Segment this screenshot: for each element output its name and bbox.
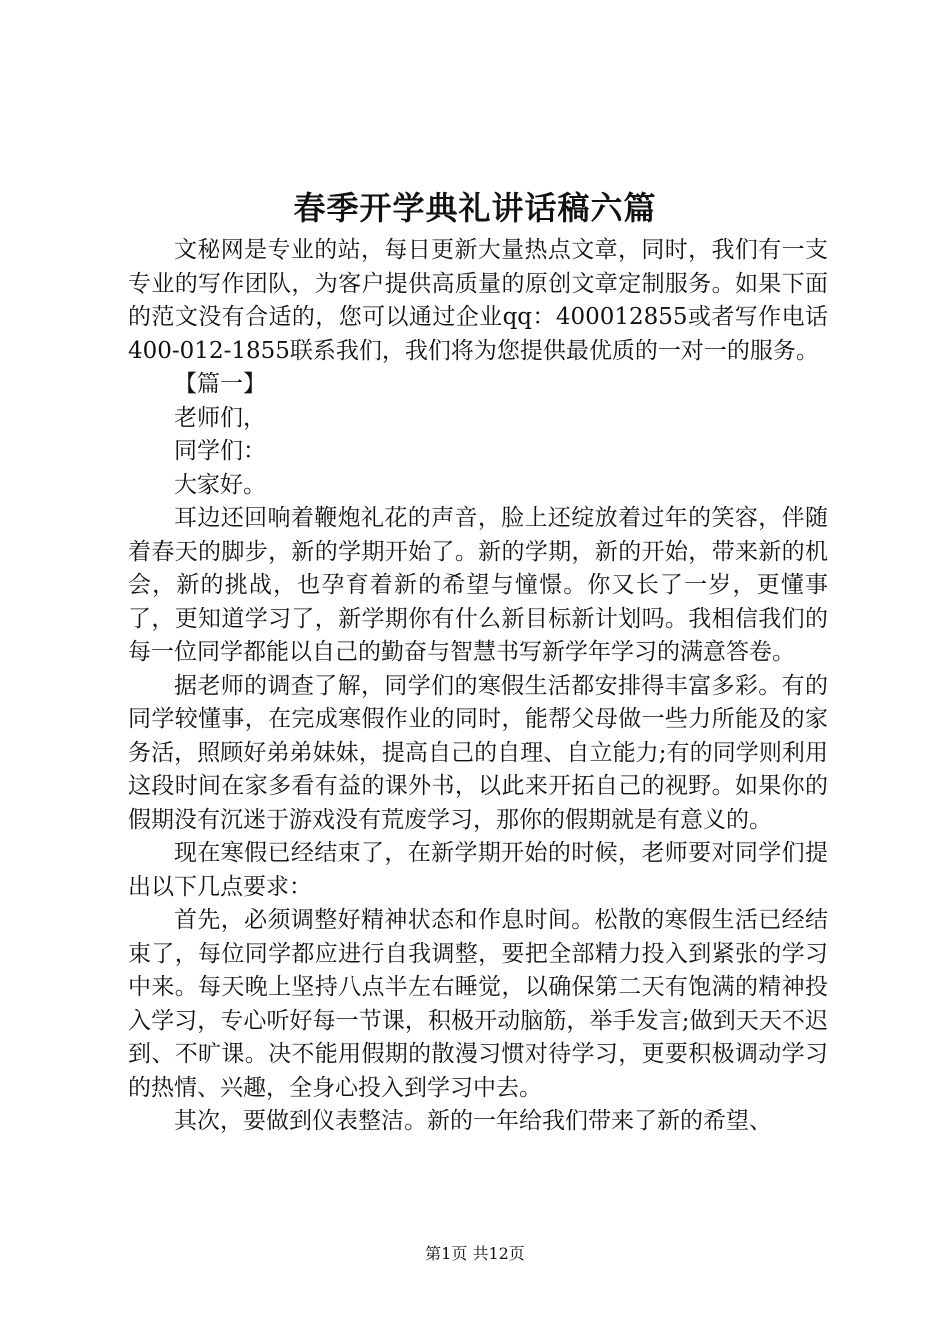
document-title: 春季开学典礼讲话稿六篇	[293, 189, 657, 227]
greeting-everyone: 大家好。	[174, 471, 266, 498]
body-paragraph: 首先，必须调整好精神状态和作息时间。松散的寒假生活已经结束了，每位同学都应进行自我调整，要把全部精力投入到紧张的学习中来。每天晚上坚持八点半左右睡觉，以确保第二天有饱满的精神投入学习，专心听好每一节课，积极开动脑筋，举手发言;做到天天不迟到、不旷课。决不能用假期的散漫习惯对待学习，更要积极调动学习的热情、兴趣，全身心投入到学习中去。	[128, 907, 828, 1101]
document-body	[128, 234, 828, 1139]
body-paragraph: 据老师的调查了解，同学们的寒假生活都安排得丰富多彩。有的同学较懂事，在完成寒假作业的同时，能帮父母做一些力所能及的家务活，照顾好弟弟妹妹，提高自己的自理、自立能力;有的同学则利用这段时间在家多看有益的课外书，以此来开拓自己的视野。如果你的假期没有沉迷于游戏没有荒废学习，那你的假期就是有意义的。	[128, 672, 828, 833]
body-paragraph: 现在寒假已经结束了，在新学期开始的时候，老师要对同学们提出以下几点要求：	[128, 840, 828, 900]
section-label: 【篇一】	[174, 371, 266, 397]
body-paragraph: 其次，要做到仪表整洁。新的一年给我们带来了新的希望、	[174, 1108, 772, 1134]
page-footer: 第1页 共12页	[425, 1244, 525, 1263]
greeting-teachers: 老师们，	[174, 404, 266, 431]
intro-paragraph: 文秘网是专业的站，每日更新大量热点文章，同时，我们有一支专业的写作团队，为客户提供高质量的原创文章定制服务。如果下面的范文没有合适的，您可以通过企业qq：400012855或者写作电话400-012-1855联系我们，我们将为您提供最优质的一对一的服务。	[128, 237, 828, 364]
body-paragraph: 耳边还回响着鞭炮礼花的声音，脸上还绽放着过年的笑容，伴随着春天的脚步，新的学期开始了。新的学期，新的开始，带来新的机会，新的挑战，也孕育着新的希望与憧憬。你又长了一岁，更懂事了，更知道学习了，新学期你有什么新目标新计划吗。我相信我们的每一位同学都能以自己的勤奋与智慧书写新学年学习的满意答卷。	[128, 505, 828, 665]
greeting-students: 同学们：	[174, 438, 266, 464]
